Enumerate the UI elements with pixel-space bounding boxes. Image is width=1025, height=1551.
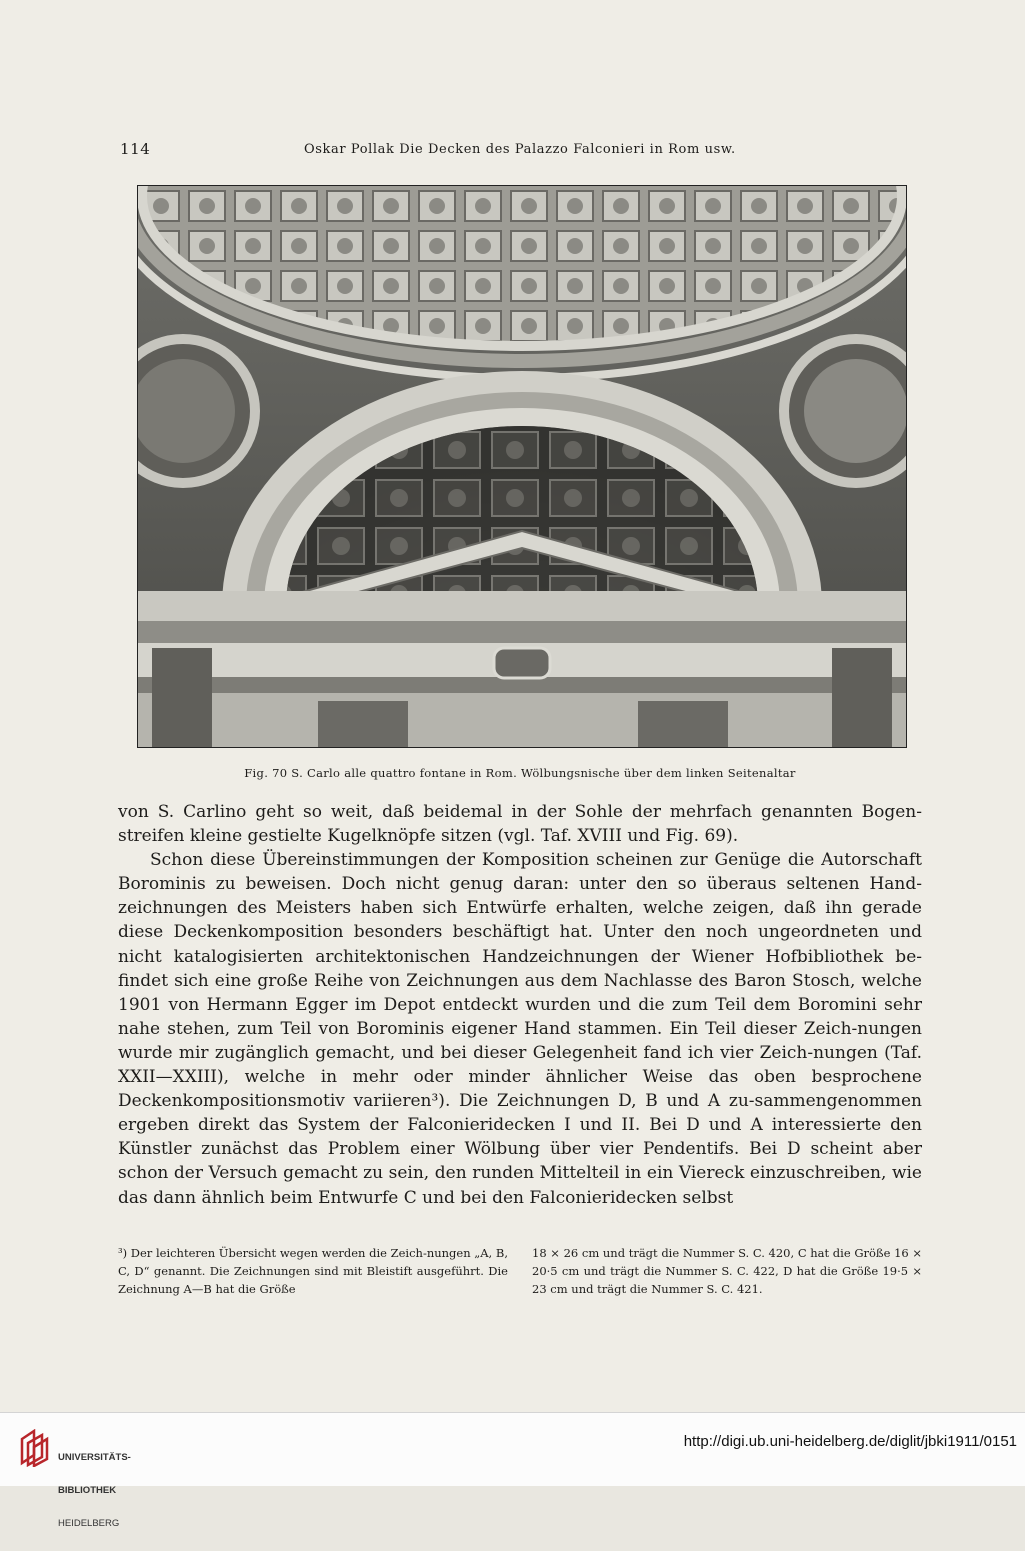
- figure-photo: [137, 185, 907, 748]
- paragraph: Schon diese Übereinstimmungen der Komposition scheinen zur Genüge die Autorschaft Borominis zu beweisen. Doch nicht genug daran: unter den so überaus seltenen Hand-zeichnungen des Meisters haben sich Entwürfe erhalten, welche zeigen, daß ihn gerade diese Deckenkomposition besonders beschäftigt hat. Unter den noch ungeordneten und nicht katalogisierten architektonischen Handzeichnungen der Wiener Hofbibliothek be-findet sich eine große Reihe von Zeichnungen aus dem Nachlasse des Baron Stosch, welche 1901 von Hermann Egger im Depot entdeckt wurden und die zum Teil dem Boromini sehr nahe stehen, zum Teil von Borominis eigener Hand stammen. Ein Teil dieser Zeich-nungen wurde mir zugänglich gemacht, und bei dieser Gelegenheit fand ich vier Zeich-nungen (Taf. XXII—XXIII), welche in mehr oder minder ähnlicher Weise das oben besprochene Deckenkompositionsmotiv variieren³). Die Zeichnungen D, B und A zu-sammengenommen ergeben direkt das System der Falconieridecken I und II. Bei D und A interessierte den Künstler zunächst das Problem einer Wölbung über vier Pendentifs. Bei D scheint aber schon der Versuch gemacht zu sein, den runden Mittelteil in ein Viereck einzuschreiben, wie das dann ähnlich beim Entwurfe C und bei den Falconieridecken selbst: [118, 850, 922, 1208]
- paragraph-continued: von S. Carlino geht so weit, daß beidemal in der Sohle der mehrfach genannten Bogen-streifen kleine gestielte Kugelknöpfe sitzen (vgl. Taf. XVIII und Fig. 69).: [118, 802, 922, 847]
- library-logo-icon: [18, 1429, 50, 1467]
- footnote-column-left: ³) Der leichteren Übersicht wegen werden die Zeich-nungen „A, B, C, D“ genannt. Die Zeichnungen sind mit Bleistift ausgeführt. Die Zeichnung A—B hat die Größe: [118, 1246, 508, 1296]
- vault-niche-photo: [138, 186, 906, 747]
- library-footer: [0, 1412, 1025, 1529]
- body-text: [118, 800, 922, 1210]
- page-header: [120, 140, 920, 164]
- page-number: 114: [120, 140, 151, 158]
- library-name: UNIVERSITÄTS- BIBLIOTHEK HEIDELBERG: [58, 1452, 131, 1529]
- footnotes: [118, 1244, 922, 1298]
- running-head: Oskar Pollak Die Decken des Palazzo Falconieri in Rom usw.: [304, 142, 736, 157]
- permalink-url[interactable]: http://digi.ub.uni-heidelberg.de/diglit/jbki1911/0151: [683, 1433, 1017, 1450]
- figure-caption: Fig. 70 S. Carlo alle quattro fontane in Rom. Wölbungsnische über dem linken Seitenaltar: [244, 766, 796, 780]
- footnote-column-right: 18 × 26 cm und trägt die Nummer S. C. 420, C hat die Größe 16 × 20·5 cm und trägt die Nummer S. C. 422, D hat die Größe 19·5 × 23 cm und trägt die Nummer S. C. 421.: [532, 1246, 922, 1296]
